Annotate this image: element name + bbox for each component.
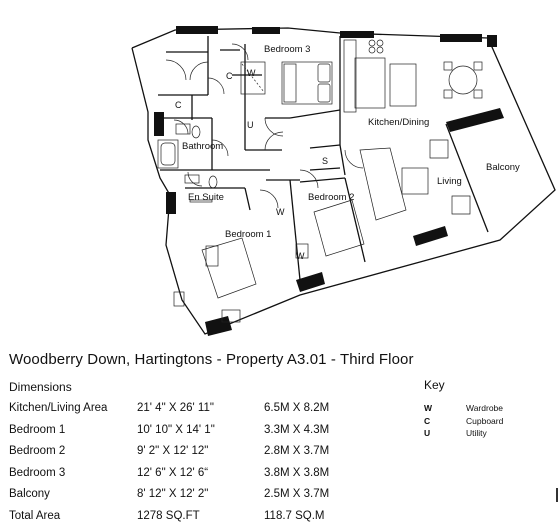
wardrobe-tag: W (276, 207, 285, 217)
key-item (424, 403, 534, 416)
dimension-metric: 2.5M X 3.7M (264, 488, 329, 500)
key-item (424, 428, 534, 441)
dimension-metric: 3.8M X 3.8M (264, 467, 329, 479)
dimensions-heading: Dimensions (9, 380, 72, 394)
key-code: C (424, 416, 430, 426)
room-label-en-suite: En Suite (188, 192, 224, 203)
outer-walls (132, 26, 555, 336)
dimension-metric: 118.7 SQ.M (264, 510, 325, 522)
room-label-bathroom: Bathroom (182, 141, 223, 152)
key-legend (424, 403, 534, 441)
key-label: Cupboard (466, 416, 503, 426)
dimension-room-name: Bedroom 2 (9, 445, 65, 457)
dimension-room-name: Bedroom 3 (9, 467, 65, 479)
store-tag: S (322, 156, 328, 166)
dimension-row-total (9, 510, 389, 531)
dimension-metric: 2.8M X 3.7M (264, 445, 329, 457)
utility-tag: U (247, 120, 254, 130)
key-heading: Key (424, 378, 445, 392)
wardrobe-tag: W (247, 68, 256, 78)
dimension-room-name: Kitchen/Living Area (9, 402, 107, 414)
room-label-balcony: Balcony (486, 162, 520, 173)
dimension-imperial: 12' 6" X 12' 6“ (137, 467, 208, 479)
dimension-room-name: Bedroom 1 (9, 424, 65, 436)
dimension-imperial: 10' 10" X 14' 1" (137, 424, 215, 436)
dimension-imperial: 9' 2" X 12' 12" (137, 445, 208, 457)
dimension-imperial: 8' 12" X 12' 2" (137, 488, 208, 500)
key-code: W (424, 403, 432, 413)
cupboard-tag: C (226, 71, 233, 81)
dimension-row (9, 445, 389, 467)
dimension-metric: 3.3M X 4.3M (264, 424, 329, 436)
dimension-imperial: 1278 SQ.FT (137, 510, 200, 522)
room-label-bedroom2: Bedroom 2 (308, 192, 354, 203)
room-label-living: Living (437, 176, 462, 187)
dimension-room-name: Balcony (9, 488, 50, 500)
dimension-imperial: 21' 4" X 26' 11" (137, 402, 214, 414)
dimension-row (9, 424, 389, 446)
room-label-kitchen-dining: Kitchen/Dining (368, 117, 429, 128)
dimension-metric: 6.5M X 8.2M (264, 402, 329, 414)
key-label: Utility (466, 428, 487, 438)
dimension-row (9, 402, 389, 424)
dimensions-table (9, 402, 389, 531)
room-label-bedroom3: Bedroom 3 (264, 44, 310, 55)
cupboard-tag: C (175, 100, 182, 110)
dimension-room-name: Total Area (9, 510, 60, 522)
dimension-row (9, 467, 389, 489)
key-label: Wardrobe (466, 403, 503, 413)
wardrobe-tag: W (296, 251, 305, 261)
key-item (424, 416, 534, 429)
page-title: Woodberry Down, Hartingtons - Property A3.01 - Third Floor (9, 351, 414, 368)
room-label-bedroom1: Bedroom 1 (225, 229, 271, 240)
key-code: U (424, 428, 430, 438)
dimension-row (9, 488, 389, 510)
